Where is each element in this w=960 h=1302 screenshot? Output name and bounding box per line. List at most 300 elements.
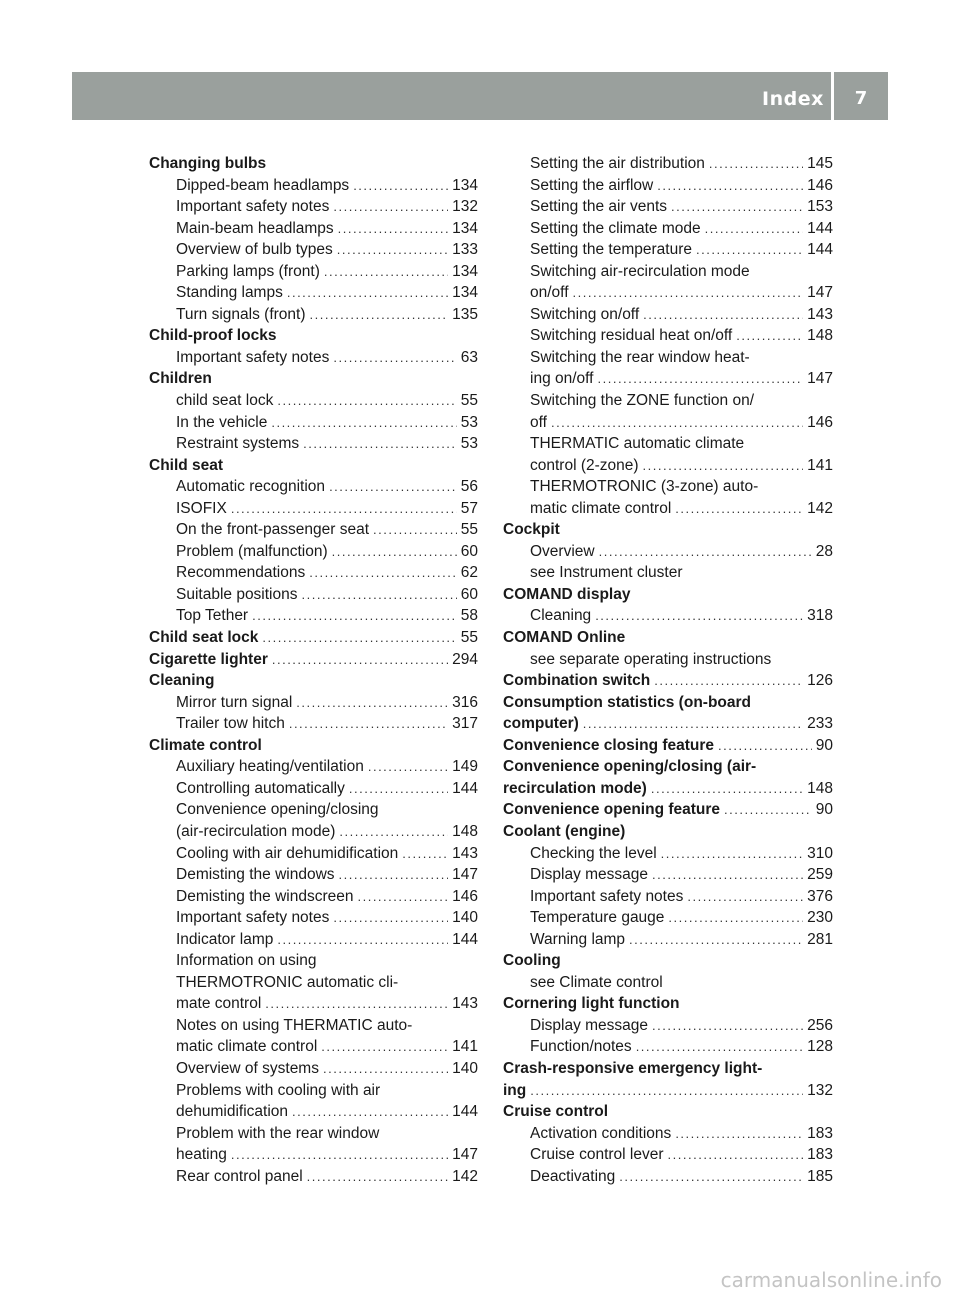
page-reference: 132 (807, 1081, 833, 1099)
page-reference: 57 (460, 499, 478, 517)
index-entry (149, 821, 478, 843)
page-reference: 55 (460, 521, 478, 539)
entry-text: Children (149, 370, 212, 388)
entry-text: Important safety notes (176, 198, 330, 216)
entry-text: Cigarette lighter (149, 650, 268, 668)
page-reference: 148 (807, 779, 833, 797)
page-reference: 134 (452, 219, 478, 237)
index-entry (503, 261, 833, 283)
index-heading (149, 325, 478, 347)
page-reference: 316 (452, 693, 478, 711)
index-entry (149, 218, 478, 240)
index-entry (503, 864, 833, 886)
index-entry (149, 1166, 478, 1188)
entry-text: off (530, 413, 547, 431)
index-entry (503, 605, 833, 627)
index-entry (503, 455, 833, 477)
page-reference: 142 (807, 499, 833, 517)
leader-dots (349, 778, 448, 800)
index-entry (149, 412, 478, 434)
leader-dots (338, 218, 448, 240)
index-entry (503, 347, 833, 369)
index-heading (149, 735, 478, 757)
entry-text: Parking lamps (front) (176, 262, 320, 280)
index-entry (503, 175, 833, 197)
index-entry (149, 692, 478, 714)
index-entry (503, 325, 833, 347)
entry-text: Child seat (149, 456, 224, 474)
entry-text: In the vehicle (176, 413, 268, 431)
index-entry (503, 907, 833, 929)
leader-dots (321, 1036, 448, 1058)
page-reference: 310 (807, 844, 833, 862)
entry-text: Cruise control (503, 1103, 609, 1121)
leader-dots (265, 993, 448, 1015)
index-entry (149, 196, 478, 218)
entry-text: COMAND display (503, 585, 631, 603)
entry-text: Consumption statistics (on-board (503, 693, 751, 711)
entry-text: ISOFIX (176, 499, 227, 517)
entry-text: Cleaning (530, 607, 592, 625)
index-entry (503, 368, 833, 390)
entry-text: Warning lamp (530, 930, 626, 948)
entry-text: Climate control (149, 736, 262, 754)
entry-text: Cruise control lever (530, 1146, 664, 1164)
entry-text: matic climate control (176, 1038, 318, 1056)
entry-text: Display message (530, 866, 649, 884)
index-entry (149, 1058, 478, 1080)
index-heading (503, 799, 833, 821)
entry-text: Crash-responsive emergency light- (503, 1059, 763, 1077)
entry-text: see Instrument cluster (530, 564, 683, 582)
page-reference: 55 (460, 392, 478, 410)
entry-text: Cockpit (503, 521, 560, 539)
entry-text: Overview of systems (176, 1059, 319, 1077)
leader-dots (619, 1166, 803, 1188)
leader-dots (296, 692, 448, 714)
index-entry (503, 1166, 833, 1188)
index-column-right (503, 153, 833, 1187)
section-title: Index (762, 88, 824, 110)
leader-dots (231, 1144, 448, 1166)
index-entry (149, 347, 478, 369)
entry-text: Convenience closing feature (503, 736, 715, 754)
index-heading (503, 670, 833, 692)
page-reference: 256 (807, 1016, 833, 1034)
index-entry (149, 498, 478, 520)
leader-dots (551, 412, 803, 434)
leader-dots (373, 519, 457, 541)
entry-text: Convenience opening/closing (air- (503, 758, 757, 776)
page-reference: 148 (807, 327, 833, 345)
entry-text: Switching on/off (530, 305, 640, 323)
entry-text: THERMOTRONIC automatic cli- (176, 973, 399, 991)
page-reference: 134 (452, 284, 478, 302)
index-entry (503, 562, 833, 584)
index-entry (149, 584, 478, 606)
page-reference: 126 (807, 672, 833, 690)
page-reference: 146 (452, 887, 478, 905)
page-reference: 90 (815, 801, 833, 819)
entry-text: Important safety notes (176, 909, 330, 927)
page-reference: 144 (807, 219, 833, 237)
leader-dots (307, 1166, 448, 1188)
index-heading (503, 1058, 833, 1080)
entry-text: mate control (176, 995, 262, 1013)
index-entry (503, 1123, 833, 1145)
index-entry (149, 864, 478, 886)
page-reference: 143 (452, 995, 478, 1013)
leader-dots (339, 864, 449, 886)
entry-text: Problem with the rear window (176, 1124, 380, 1142)
entry-text: Rear control panel (176, 1167, 303, 1185)
leader-dots (652, 1015, 803, 1037)
index-entry (149, 1080, 478, 1102)
entry-text: see Climate control (530, 973, 663, 991)
page-reference: 132 (452, 198, 478, 216)
entry-text: Problems with cooling with air (176, 1081, 381, 1099)
leader-dots (530, 1080, 803, 1102)
page-reference: 143 (807, 305, 833, 323)
index-entry (149, 950, 478, 972)
index-entry (503, 843, 833, 865)
entry-text: computer) (503, 715, 579, 733)
leader-dots (657, 175, 803, 197)
index-entry (149, 605, 478, 627)
index-heading (149, 670, 478, 692)
page-reference: 144 (452, 930, 478, 948)
leader-dots (652, 864, 803, 886)
index-heading (149, 649, 478, 671)
page-number: 7 (854, 88, 868, 109)
entry-text: child seat lock (176, 392, 274, 410)
entry-text: heating (176, 1146, 227, 1164)
page-reference: 146 (807, 413, 833, 431)
entry-text: Automatic recognition (176, 478, 326, 496)
leader-dots (654, 670, 803, 692)
leader-dots (661, 843, 803, 865)
leader-dots (262, 627, 456, 649)
page-reference: 58 (460, 607, 478, 625)
index-column-left (149, 153, 478, 1187)
leader-dots (252, 605, 457, 627)
entry-text: Setting the climate mode (530, 219, 701, 237)
leader-dots (333, 907, 448, 929)
entry-text: Setting the temperature (530, 241, 692, 259)
entry-text: Checking the level (530, 844, 657, 862)
page-reference: 147 (807, 370, 833, 388)
index-entry (149, 304, 478, 326)
page-reference: 60 (460, 542, 478, 560)
leader-dots (675, 1123, 803, 1145)
index-heading (503, 778, 833, 800)
page-reference: 142 (452, 1167, 478, 1185)
index-entry (149, 175, 478, 197)
index-entry (503, 153, 833, 175)
index-entry (503, 929, 833, 951)
index-heading (149, 455, 478, 477)
leader-dots (353, 175, 448, 197)
page-reference: 376 (807, 887, 833, 905)
entry-text: Overview (530, 542, 595, 560)
index-entry (503, 1036, 833, 1058)
entry-text: Cornering light function (503, 995, 680, 1013)
leader-dots (636, 1036, 803, 1058)
page-reference: 53 (460, 435, 478, 453)
page-reference: 55 (460, 629, 478, 647)
leader-dots (724, 799, 812, 821)
page-reference: 128 (807, 1038, 833, 1056)
index-entry (149, 282, 478, 304)
leader-dots (310, 304, 449, 326)
index-entry (149, 756, 478, 778)
index-entry (503, 476, 833, 498)
entry-text: THERMATIC automatic climate (530, 435, 745, 453)
leader-dots (687, 886, 803, 908)
page-reference: 149 (452, 758, 478, 776)
leader-dots (402, 843, 448, 865)
entry-text: Recommendations (176, 564, 306, 582)
leader-dots (573, 282, 804, 304)
index-heading (503, 1080, 833, 1102)
page-reference: 148 (452, 822, 478, 840)
entry-text: dehumidification (176, 1103, 289, 1121)
entry-text: see separate operating instructions (530, 650, 772, 668)
entry-text: Top Tether (176, 607, 249, 625)
leader-dots (668, 1144, 804, 1166)
index-heading (503, 950, 833, 972)
leader-dots (368, 756, 448, 778)
entry-text: Notes on using THERMATIC auto- (176, 1016, 413, 1034)
leader-dots (302, 584, 457, 606)
index-entry (503, 498, 833, 520)
entry-text: Convenience opening/closing (176, 801, 379, 819)
entry-text: Child seat lock (149, 629, 259, 647)
index-entry (149, 261, 478, 283)
entry-text: Combination switch (503, 672, 651, 690)
index-entry (503, 1015, 833, 1037)
index-entry (503, 196, 833, 218)
entry-text: Overview of bulb types (176, 241, 333, 259)
leader-dots (277, 390, 456, 412)
leader-dots (287, 282, 448, 304)
leader-dots (668, 907, 803, 929)
entry-text: Switching residual heat on/off (530, 327, 733, 345)
entry-text: Auxiliary heating/ventilation (176, 758, 364, 776)
leader-dots (643, 304, 803, 326)
index-entry (503, 282, 833, 304)
leader-dots (337, 239, 448, 261)
page-reference: 183 (807, 1124, 833, 1142)
page-reference: 140 (452, 909, 478, 927)
entry-text: Indicator lamp (176, 930, 274, 948)
index-entry (503, 972, 833, 994)
index-heading (503, 692, 833, 714)
entry-text: COMAND Online (503, 629, 626, 647)
page-reference: 153 (807, 198, 833, 216)
page-reference: 135 (452, 305, 478, 323)
entry-text: Temperature gauge (530, 909, 665, 927)
index-entry (503, 412, 833, 434)
index-entry (503, 218, 833, 240)
entry-text: THERMOTRONIC (3-zone) auto- (530, 478, 759, 496)
entry-text: Setting the air distribution (530, 155, 705, 172)
index-heading (149, 153, 478, 175)
entry-text: recirculation mode) (503, 779, 647, 797)
entry-text: Convenience opening feature (503, 801, 721, 819)
index-entry (503, 649, 833, 671)
page-reference: 143 (452, 844, 478, 862)
entry-text: ing (503, 1081, 527, 1099)
leader-dots (583, 713, 803, 735)
page-reference: 144 (807, 241, 833, 259)
page-reference: 281 (807, 930, 833, 948)
entry-text: Setting the air vents (530, 198, 667, 216)
index-heading (503, 1101, 833, 1123)
page-reference: 133 (452, 241, 478, 259)
entry-text: Information on using (176, 952, 317, 970)
leader-dots (333, 196, 448, 218)
index-entry (149, 519, 478, 541)
index-heading (503, 627, 833, 649)
page-reference: 144 (452, 1103, 478, 1121)
leader-dots (323, 1058, 448, 1080)
leader-dots (329, 476, 457, 498)
entry-text: ing on/off (530, 370, 594, 388)
entry-text: Mirror turn signal (176, 693, 293, 711)
page-reference: 147 (452, 866, 478, 884)
index-heading (503, 584, 833, 606)
leader-dots (709, 153, 803, 175)
index-entry (149, 778, 478, 800)
page-reference: 28 (815, 542, 833, 560)
entry-text: Standing lamps (176, 284, 283, 302)
index-entry (149, 541, 478, 563)
leader-dots (332, 541, 457, 563)
index-entry (503, 433, 833, 455)
index-entry (149, 843, 478, 865)
leader-dots (595, 605, 803, 627)
entry-text: Turn signals (front) (176, 305, 306, 323)
entry-text: Dipped-beam headlamps (176, 176, 350, 194)
index-entry (149, 476, 478, 498)
leader-dots (309, 562, 457, 584)
entry-text: Problem (malfunction) (176, 542, 328, 560)
entry-text: Changing bulbs (149, 155, 267, 172)
leader-dots (651, 778, 803, 800)
entry-text: Trailer tow hitch (176, 715, 285, 733)
index-entry (149, 972, 478, 994)
leader-dots (292, 1101, 448, 1123)
page-reference: 147 (807, 284, 833, 302)
leader-dots (629, 929, 803, 951)
entry-text: control (2-zone) (530, 456, 639, 474)
entry-text: Function/notes (530, 1038, 632, 1056)
entry-text: Demisting the windows (176, 866, 335, 884)
page-reference: 318 (807, 607, 833, 625)
page-reference: 145 (807, 155, 833, 172)
page-reference: 134 (452, 176, 478, 194)
index-entry (149, 390, 478, 412)
entry-text: Cleaning (149, 672, 215, 690)
leader-dots (303, 433, 457, 455)
page-reference: 63 (460, 348, 478, 366)
entry-text: Suitable positions (176, 585, 298, 603)
page-reference: 141 (452, 1038, 478, 1056)
entry-text: Restraint systems (176, 435, 300, 453)
index-entry (149, 239, 478, 261)
page-reference: 56 (460, 478, 478, 496)
entry-text: Important safety notes (530, 887, 684, 905)
leader-dots (339, 821, 448, 843)
index-entry (149, 886, 478, 908)
index-heading (503, 756, 833, 778)
index-entry (149, 562, 478, 584)
leader-dots (696, 239, 803, 261)
index-entry (149, 1101, 478, 1123)
page-reference: 185 (807, 1167, 833, 1185)
index-entry (149, 1123, 478, 1145)
page-reference: 60 (460, 585, 478, 603)
leader-dots (599, 541, 812, 563)
leader-dots (277, 929, 448, 951)
page-reference: 230 (807, 909, 833, 927)
entry-text: Controlling automatically (176, 779, 345, 797)
leader-dots (736, 325, 803, 347)
index-entry (149, 1036, 478, 1058)
index-entry (149, 929, 478, 951)
page-reference: 259 (807, 866, 833, 884)
page-reference: 90 (815, 736, 833, 754)
index-entry (503, 239, 833, 261)
page-reference: 183 (807, 1146, 833, 1164)
leader-dots (705, 218, 804, 240)
entry-text: Activation conditions (530, 1124, 672, 1142)
entry-text: Setting the airflow (530, 176, 654, 194)
entry-text: Cooling (503, 952, 561, 970)
index-heading (503, 519, 833, 541)
entry-text: Coolant (engine) (503, 822, 626, 840)
leader-dots (357, 886, 448, 908)
entry-text: Cooling with air dehumidification (176, 844, 399, 862)
watermark: carmanualsonline.info (720, 1268, 942, 1292)
entry-text: Switching the rear window heat- (530, 348, 750, 366)
leader-dots (271, 412, 456, 434)
entry-text: Main-beam headlamps (176, 219, 334, 237)
index-heading (503, 993, 833, 1015)
entry-text: Important safety notes (176, 348, 330, 366)
leader-dots (718, 735, 812, 757)
entry-text: Display message (530, 1016, 649, 1034)
index-heading (149, 368, 478, 390)
page-reference: 140 (452, 1059, 478, 1077)
leader-dots (643, 455, 804, 477)
leader-dots (598, 368, 804, 390)
index-entry (149, 713, 478, 735)
entry-text: (air-recirculation mode) (176, 822, 336, 840)
index-entry (149, 993, 478, 1015)
index-entry (149, 907, 478, 929)
index-entry (503, 886, 833, 908)
entry-text: Deactivating (530, 1167, 616, 1185)
page-reference: 53 (460, 413, 478, 431)
entry-text: Switching the ZONE function on/ (530, 392, 755, 410)
leader-dots (671, 196, 803, 218)
page-reference: 134 (452, 262, 478, 280)
index-entry (503, 1144, 833, 1166)
index-entry (149, 1015, 478, 1037)
page-reference: 146 (807, 176, 833, 194)
